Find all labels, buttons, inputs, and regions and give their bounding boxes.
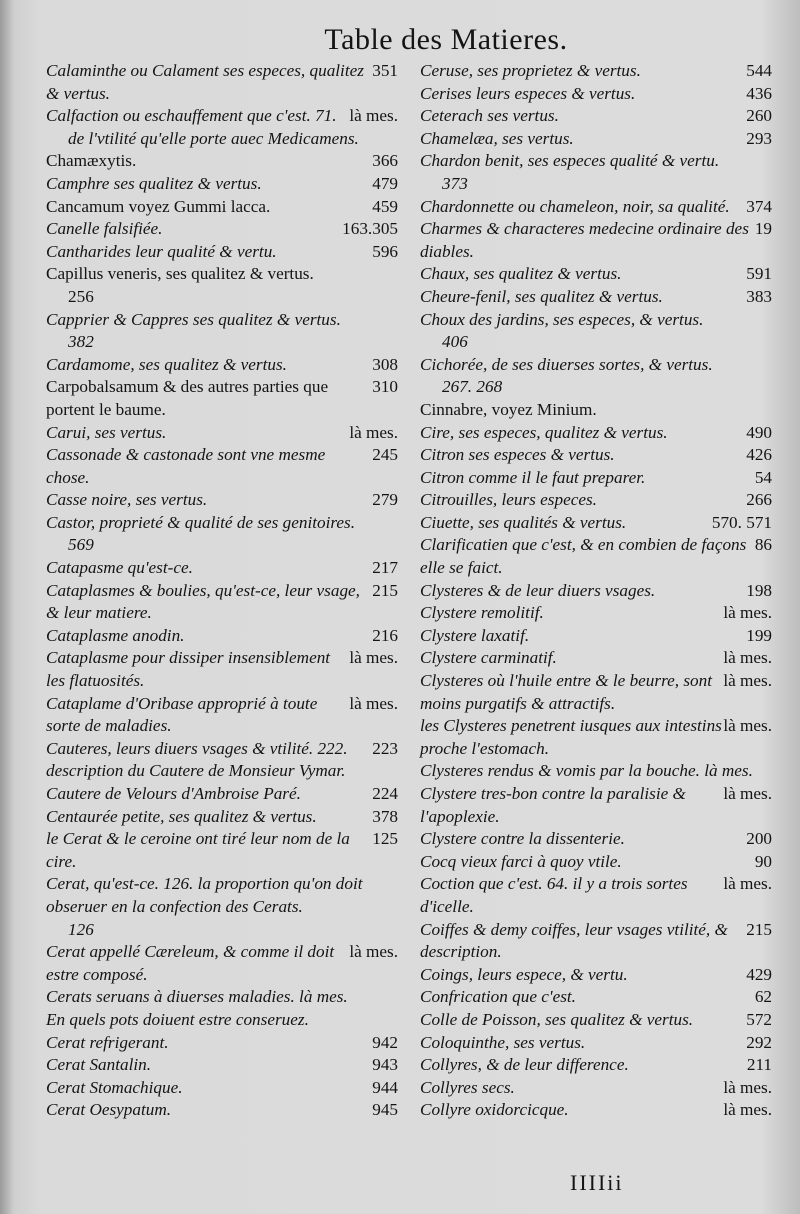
page-reference: là mes. xyxy=(723,1077,772,1097)
page-reference: 224 xyxy=(372,784,398,803)
index-entry xyxy=(420,602,772,625)
page-reference: là mes. xyxy=(723,648,772,668)
index-entry xyxy=(46,1099,398,1122)
entry-text: Calfaction ou eschauffement que c'est. 71. xyxy=(46,106,337,126)
index-entry xyxy=(420,964,772,987)
page-reference: là mes. xyxy=(723,1100,772,1120)
index-entry xyxy=(46,693,398,738)
page-reference: 945 xyxy=(372,1100,398,1120)
index-entry xyxy=(46,1009,398,1032)
entry-text: Cataplasmes & boulies, qu'est-ce, leur vsage, & leur matiere. xyxy=(46,580,360,623)
page-reference: 591 xyxy=(746,264,772,284)
page-reference: là mes. xyxy=(349,648,398,668)
index-entry xyxy=(420,150,772,195)
entry-continuation: 382 xyxy=(68,332,94,352)
entry-text: Cerat refrigerant. xyxy=(46,1032,169,1052)
index-entry xyxy=(420,783,772,828)
index-entry xyxy=(420,1009,772,1032)
index-entry xyxy=(420,1032,772,1055)
page-reference: 198 xyxy=(746,580,772,600)
page-reference: 479 xyxy=(372,173,398,193)
entry-text: Clysteres où l'huile entre & le beurre, sont moins purgatifs & attractifs. xyxy=(420,671,712,713)
index-entry xyxy=(46,1032,398,1055)
entry-text: Cancamum voyez Gummi lacca. xyxy=(46,196,271,216)
page-reference: là mes. xyxy=(349,106,398,126)
entry-text: Capillus veneris, ses qualitez & vertus. xyxy=(46,264,314,284)
entry-text: Citrouilles, leurs especes. xyxy=(420,490,597,510)
entry-text: Chamelæa, ses vertus. xyxy=(420,128,574,148)
page-reference: 215 xyxy=(746,919,772,939)
index-entry xyxy=(46,196,398,219)
entry-text: Cheure-fenil, ses qualitez & vertus. xyxy=(420,286,663,306)
page-reference: 544 xyxy=(746,61,772,80)
page-reference: là mes. xyxy=(349,422,398,442)
index-entry xyxy=(46,60,398,105)
page-reference: 436 xyxy=(746,83,772,103)
entry-text: Cinnabre, voyez Minium. xyxy=(420,399,597,419)
index-entry xyxy=(46,105,398,150)
entry-text: Clystere carminatif. xyxy=(420,648,557,668)
index-entry xyxy=(420,580,772,603)
index-entry xyxy=(420,83,772,106)
page-reference: 86 xyxy=(754,535,772,555)
index-entry xyxy=(420,851,772,874)
entry-text: Carui, ses vertus. xyxy=(46,422,167,442)
page-reference: 200 xyxy=(746,829,772,849)
page-reference: 292 xyxy=(746,1032,772,1052)
index-entry xyxy=(420,218,772,263)
page-reference: 459 xyxy=(372,196,398,216)
index-entry xyxy=(46,444,398,489)
index-entry xyxy=(46,354,398,377)
entry-text: le Cerat & le ceroine ont tiré leur nom de la cire. xyxy=(46,829,350,871)
index-entry xyxy=(420,489,772,512)
entry-text: Cerat Oesypatum. xyxy=(46,1100,172,1120)
page-reference: là mes. xyxy=(723,874,772,894)
entry-text: Cantharides leur qualité & vertu. xyxy=(46,241,277,261)
entry-continuation: 256 xyxy=(68,286,94,306)
entry-text: Cerat Santalin. xyxy=(46,1055,152,1075)
page-reference: là mes. xyxy=(723,784,772,803)
entry-text: Calaminthe ou Calament ses especes, qualitez & vertus. xyxy=(46,61,364,103)
index-entry xyxy=(420,105,772,128)
entry-text: Canelle falsifiée. xyxy=(46,219,163,239)
index-entry xyxy=(420,534,772,579)
page-reference: 378 xyxy=(372,806,398,826)
entry-text: Cerat Stomachique. xyxy=(46,1077,183,1097)
entry-continuation: de l'vtilité qu'elle porte auec Medicamens. xyxy=(68,128,359,148)
page-reference: 125 xyxy=(372,829,398,849)
page-reference: 90 xyxy=(754,851,772,871)
index-entry xyxy=(46,783,398,806)
entry-text: Cerises leurs especes & vertus. xyxy=(420,83,636,103)
index-entry xyxy=(420,263,772,286)
entry-text: Charmes & characteres medecine ordinaire des diables. xyxy=(420,219,749,261)
index-entry xyxy=(46,422,398,445)
entry-text: Clystere contre la dissenterie. xyxy=(420,829,625,849)
entry-text: Collyre oxidorcicque. xyxy=(420,1100,569,1120)
page-title: Table des Matieres. xyxy=(324,23,568,56)
entry-text: Cauteres, leurs diuers vsages & vtilité. 222. description du Cautere de Monsieur Vymar. xyxy=(46,738,348,781)
index-entry xyxy=(420,60,772,83)
index-entry xyxy=(46,489,398,512)
entry-text: Casse noire, ses vertus. xyxy=(46,490,208,510)
index-entry xyxy=(420,444,772,467)
index-entry xyxy=(420,625,772,648)
entry-text: Camphre ses qualitez & vertus. xyxy=(46,173,262,193)
entry-text: Cataplame d'Oribase approprié à toute sorte de maladies. xyxy=(46,693,318,736)
page-reference: là mes. xyxy=(349,693,398,713)
page-reference: 217 xyxy=(372,558,398,578)
index-entry xyxy=(420,670,772,715)
entry-text: Cichorée, de ses diuerses sortes, & vertus. xyxy=(420,354,713,374)
index-entry xyxy=(46,738,398,783)
index-entry xyxy=(46,173,398,196)
index-entry xyxy=(46,828,398,873)
entry-continuation: 569 xyxy=(68,535,94,555)
index-entry xyxy=(46,557,398,580)
index-entry xyxy=(420,647,772,670)
entry-text: Cocq vieux farci à quoy vtile. xyxy=(420,851,622,871)
index-entry xyxy=(420,309,772,354)
page-reference: 199 xyxy=(746,625,772,645)
entry-text: Cerat, qu'est-ce. 126. la proportion qu'on doit obseruer en la confection des Cerats. xyxy=(46,874,363,916)
index-entry xyxy=(46,1077,398,1100)
index-entry xyxy=(420,986,772,1009)
entry-text: Centaurée petite, ses qualitez & vertus. xyxy=(46,806,317,826)
entry-text: Collyres secs. xyxy=(420,1077,515,1097)
page-reference: 19 xyxy=(754,219,772,239)
right-column xyxy=(420,60,772,1122)
index-entry xyxy=(420,467,772,490)
page-reference: 245 xyxy=(372,445,398,465)
page-reference: 163.305 xyxy=(342,219,398,239)
page-reference: là mes. xyxy=(723,671,772,691)
entry-continuation: 267. 268 xyxy=(442,377,503,397)
index-entry xyxy=(46,941,398,986)
entry-text: Cassonade & castonade sont vne mesme chose. xyxy=(46,445,326,487)
entry-text: Ciuette, ses qualités & vertus. xyxy=(420,512,627,532)
page-reference: 215 xyxy=(372,580,398,600)
entry-text: Collyres, & de leur difference. xyxy=(420,1055,629,1075)
page-reference: 211 xyxy=(746,1055,772,1075)
index-entry xyxy=(420,196,772,219)
index-entry xyxy=(420,354,772,399)
entry-text: Capprier & Cappres ses qualitez & vertus. xyxy=(46,309,341,329)
signature-mark: IIIIii xyxy=(570,1170,624,1195)
entry-text: Castor, proprieté & qualité de ses genitoires. xyxy=(46,512,356,532)
entry-text: Colle de Poisson, ses qualitez & vertus. xyxy=(420,1009,694,1029)
entry-text: Cardamome, ses qualitez & vertus. xyxy=(46,354,287,374)
index-entry xyxy=(420,422,772,445)
index-entry xyxy=(420,919,772,964)
entry-text: Choux des jardins, ses especes, & vertus. xyxy=(420,309,704,329)
page-reference: 279 xyxy=(372,490,398,510)
page-reference: 62 xyxy=(754,987,772,1007)
index-entry xyxy=(420,715,772,760)
page-reference: 293 xyxy=(746,128,772,148)
page-reference: 943 xyxy=(372,1055,398,1075)
entry-text: Coings, leurs espece, & vertu. xyxy=(420,964,628,984)
page-reference: 596 xyxy=(372,241,398,261)
entry-text: Clystere remolitif. xyxy=(420,603,544,623)
index-entry xyxy=(420,1077,772,1100)
index-entry xyxy=(46,150,398,173)
entry-text: Clystere laxatif. xyxy=(420,625,530,645)
entry-text: Clysteres & de leur diuers vsages. xyxy=(420,580,656,600)
entry-text: Chardon benit, ses especes qualité & vertu. xyxy=(420,151,720,171)
index-entry xyxy=(46,647,398,692)
entry-text: Ceruse, ses proprietez & vertus. xyxy=(420,61,641,80)
page-reference: 223 xyxy=(372,738,398,758)
index-entry xyxy=(420,1099,772,1122)
entry-text: Cautere de Velours d'Ambroise Paré. xyxy=(46,784,301,803)
index-entry xyxy=(46,218,398,241)
index-entry xyxy=(420,399,772,422)
entry-text: En quels pots doiuent estre conseruez. xyxy=(46,1009,309,1029)
entry-text: Cerat appellé Cæreleum, & comme il doit estre composé. xyxy=(46,942,335,984)
entry-text: Ceterach ses vertus. xyxy=(420,106,559,126)
entry-text: Cataplasme pour dissiper insensiblement les flatuosités. xyxy=(46,648,331,691)
index-entry xyxy=(46,309,398,354)
page-reference: 490 xyxy=(746,422,772,442)
index-entry xyxy=(46,241,398,264)
entry-text: Coction que c'est. 64. il y a trois sortes d'icelle. xyxy=(420,874,688,916)
entry-text: Chardonnette ou chameleon, noir, sa qualité. xyxy=(420,196,730,216)
index-entry xyxy=(46,580,398,625)
index-entry xyxy=(420,512,772,535)
page-reference: 383 xyxy=(746,286,772,306)
entry-text: Citron ses especes & vertus. xyxy=(420,445,615,465)
index-entry xyxy=(46,806,398,829)
entry-text: Coloquinthe, ses vertus. xyxy=(420,1032,586,1052)
index-entry xyxy=(420,286,772,309)
page-reference: 351 xyxy=(372,61,398,80)
index-entry xyxy=(420,128,772,151)
page-reference: 374 xyxy=(746,196,772,216)
page-reference: 570. 571 xyxy=(711,512,772,532)
page-reference: 426 xyxy=(746,445,772,465)
index-entry xyxy=(46,986,398,1009)
index-entry xyxy=(46,512,398,557)
entry-text: Chaux, ses qualitez & vertus. xyxy=(420,264,622,284)
entry-continuation: 373 xyxy=(442,173,468,193)
index-entry xyxy=(420,828,772,851)
page-reference: 54 xyxy=(754,467,772,487)
entry-text: Coiffes & demy coiffes, leur vsages vtilité, & description. xyxy=(420,919,728,962)
page-reference: là mes. xyxy=(349,942,398,962)
entry-text: Cerats seruans à diuerses maladies. là mes. xyxy=(46,987,348,1007)
entry-text: Catapasme qu'est-ce. xyxy=(46,558,193,578)
page-reference: 266 xyxy=(746,490,772,510)
index-entry xyxy=(46,873,398,941)
index-entry xyxy=(420,1054,772,1077)
page-reference: 216 xyxy=(372,625,398,645)
entry-continuation: 126 xyxy=(68,919,94,939)
index-entry xyxy=(420,873,772,918)
index-entry xyxy=(46,376,398,421)
index-entry xyxy=(420,760,772,783)
entry-continuation: 406 xyxy=(442,332,468,352)
entry-text: Carpobalsamum & des autres parties que portent le baume. xyxy=(46,377,329,419)
index-entry xyxy=(46,263,398,308)
index-entry xyxy=(46,1054,398,1077)
page-reference: 260 xyxy=(746,106,772,126)
entry-text: Confrication que c'est. xyxy=(420,987,576,1007)
page-reference: 308 xyxy=(372,354,398,374)
entry-text: Citron comme il le faut preparer. xyxy=(420,467,646,487)
entry-text: Clysteres rendus & vomis par la bouche. là mes. xyxy=(420,761,753,781)
entry-text: Chamæxytis. xyxy=(46,151,137,171)
page-reference: 366 xyxy=(372,151,398,171)
index-entry xyxy=(46,625,398,648)
page-reference: 310 xyxy=(372,377,398,397)
entry-text: les Clysteres penetrent iusques aux intestins proche l'estomach. xyxy=(420,716,722,758)
page-reference: 429 xyxy=(746,964,772,984)
page-reference: 572 xyxy=(746,1009,772,1029)
page-reference: 944 xyxy=(372,1077,398,1097)
entry-text: Cataplasme anodin. xyxy=(46,625,185,645)
left-column xyxy=(46,60,398,1122)
page-reference: là mes. xyxy=(723,603,772,623)
entry-text: Clarificatien que c'est, & en combien de façons elle se faict. xyxy=(420,535,747,578)
entry-text: Clystere tres-bon contre la paralisie & l'apoplexie. xyxy=(420,784,686,826)
page-reference: 942 xyxy=(372,1032,398,1052)
page-reference: là mes. xyxy=(723,716,772,736)
index-columns xyxy=(40,60,772,1122)
entry-text: Cire, ses especes, qualitez & vertus. xyxy=(420,422,668,442)
